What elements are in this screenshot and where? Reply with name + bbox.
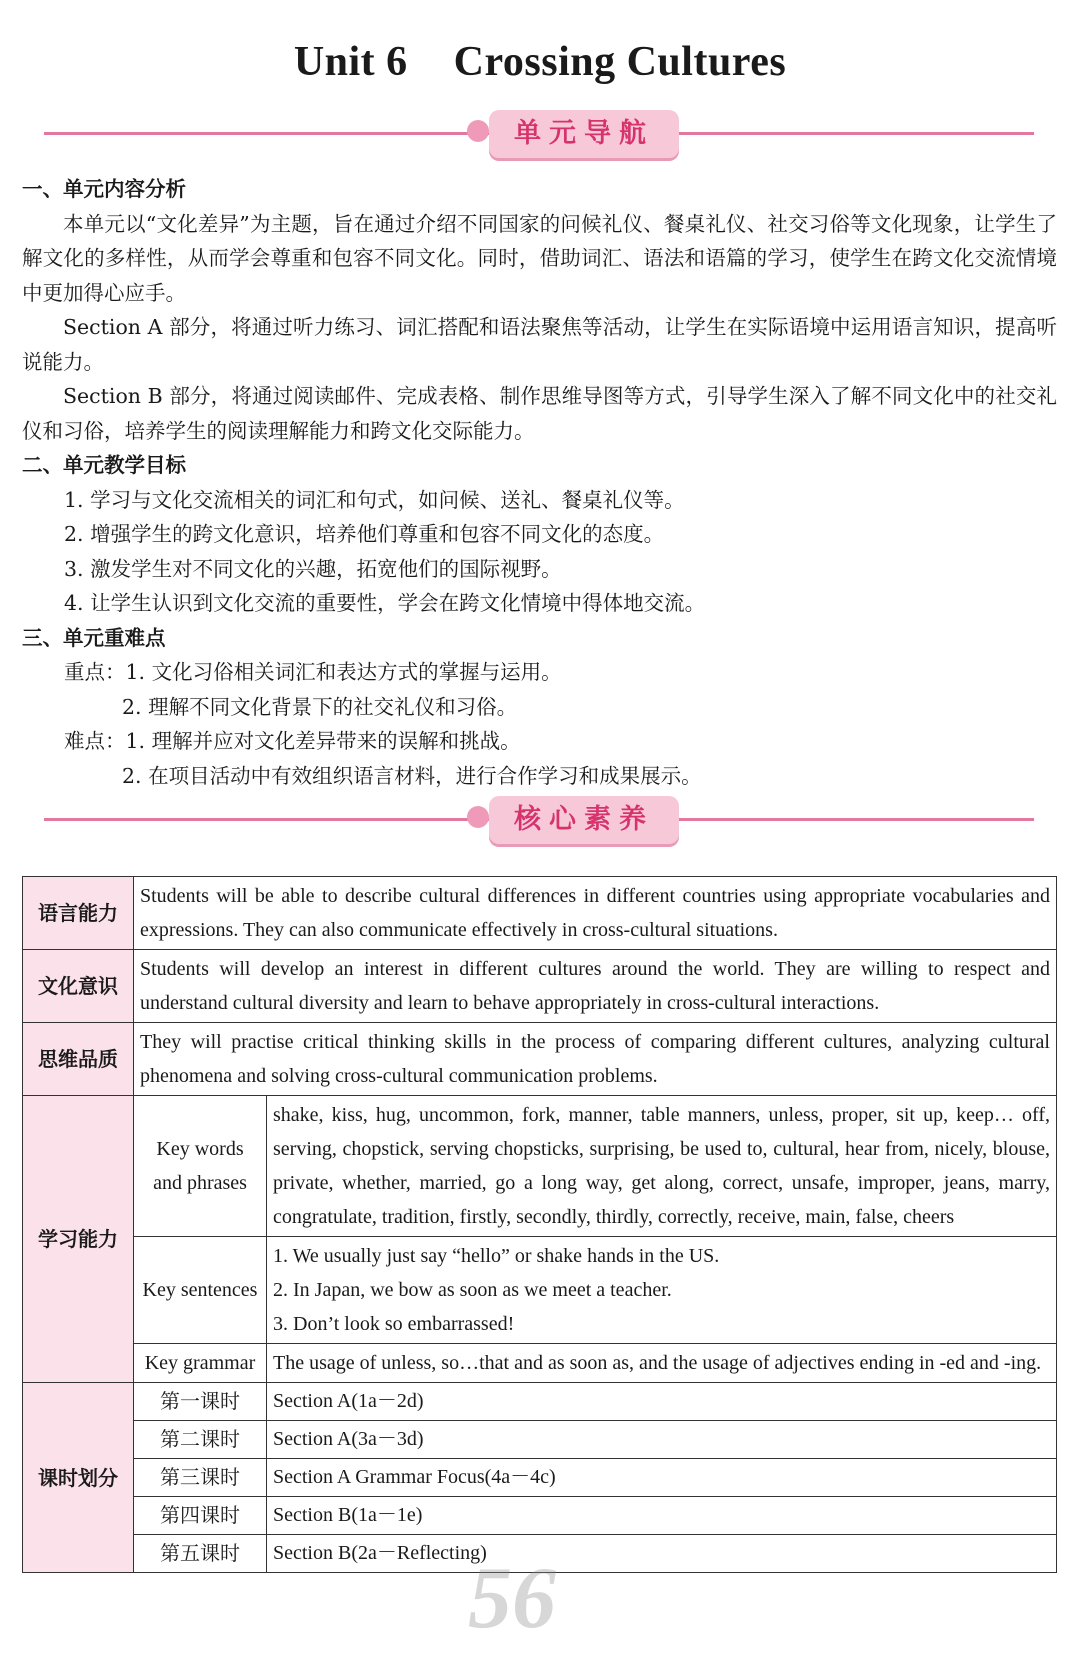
banner-core-literacy bbox=[44, 790, 1034, 850]
key-point: 重点：1. 文化习俗相关词汇和表达方式的掌握与运用。 bbox=[64, 660, 562, 684]
lesson-content: Section A(1a－2d) bbox=[267, 1383, 1057, 1421]
key-grammar: The usage of unless, so…that and as soon as, and the usage of adjectives ending in -ed and -ing. bbox=[267, 1344, 1057, 1383]
lesson-content: Section B(2a－Reflecting) bbox=[267, 1535, 1057, 1573]
table-row bbox=[23, 1497, 1057, 1535]
banner-bubble bbox=[467, 120, 489, 142]
lesson-period: 第三课时 bbox=[134, 1459, 267, 1497]
section-heading: 三、单元重难点 bbox=[22, 625, 166, 650]
row-text: Students will develop an interest in different cultures around the world. They are willing to respect and understand cultural diversity and learn to behave appropriately in cross-cultural interactions. bbox=[134, 950, 1057, 1023]
key-sentences bbox=[267, 1237, 1057, 1344]
key-words: shake, kiss, hug, uncommon, fork, manner, table manners, unless, proper, sit up, keep… off, serving, chopstick, serving chopsticks, surprising, be used to, cultural, hear from, nicely, blouse, private, whether, married, go a long way, get along, correct, unsafe, improper, jeans, marry, congratulate, tradition, firstly, secondly, thirdly, correctly, receive, main, false, cheers bbox=[267, 1096, 1057, 1237]
row-label: 思维品质 bbox=[23, 1023, 134, 1096]
goal-item: 3. 激发学生对不同文化的兴趣，拓宽他们的国际视野。 bbox=[64, 556, 562, 581]
lesson-period: 第一课时 bbox=[134, 1383, 267, 1421]
sentence: 3. Don’t look so embarrassed! bbox=[273, 1313, 515, 1335]
table-row bbox=[23, 1023, 1057, 1096]
core-literacy-table bbox=[22, 876, 1057, 1573]
section-heading: 二、单元教学目标 bbox=[22, 453, 186, 477]
sentence: 1. We usually just say “hello” or shake hands in the US. bbox=[273, 1245, 720, 1267]
table-row bbox=[23, 877, 1057, 950]
difficult-point: 难点：1. 理解并应对文化差异带来的误解和挑战。 bbox=[64, 729, 521, 753]
table-row bbox=[23, 1421, 1057, 1459]
lesson-content: Section A Grammar Focus(4a－4c) bbox=[267, 1459, 1057, 1497]
paragraph: Section A 部分，将通过听力练习、词汇搭配和语法聚焦等活动，让学生在实际语境中运用语言知识，提高听说能力。 bbox=[22, 315, 1057, 374]
lesson-period: 第二课时 bbox=[134, 1421, 267, 1459]
table-row bbox=[23, 1096, 1057, 1237]
row-text: They will practise critical thinking skills in the process of comparing different cultures, analyzing cultural phenomena and solving cross-cultural communication problems. bbox=[134, 1023, 1057, 1096]
unit-number: Unit 6 bbox=[293, 39, 408, 85]
paragraph: Section B 部分，将通过阅读邮件、完成表格、制作思维导图等方式，引导学生深入了解不同文化中的社交礼仪和习俗，培养学生的阅读理解能力和跨文化交际能力。 bbox=[22, 384, 1057, 443]
difficult-point: 2. 在项目活动中有效组织语言材料，进行合作学习和成果展示。 bbox=[122, 763, 702, 788]
goal-item: 1. 学习与文化交流相关的词汇和句式，如问候、送礼、餐桌礼仪等。 bbox=[64, 487, 685, 512]
table-row bbox=[23, 1344, 1057, 1383]
banner-bubble bbox=[467, 806, 489, 828]
row-text: Students will be able to describe cultural differences in different countries using appropriate vocabularies and expressions. They can also communicate effectively in cross-cultural situations. bbox=[134, 877, 1057, 950]
sentence: 2. In Japan, we bow as soon as we meet a teacher. bbox=[273, 1279, 672, 1301]
section-content-analysis bbox=[22, 172, 1057, 793]
table-row bbox=[23, 1383, 1057, 1421]
row-label: 学习能力 bbox=[23, 1096, 134, 1383]
lesson-content: Section B(1a－1e) bbox=[267, 1497, 1057, 1535]
banner-tab: 核心素养 bbox=[489, 796, 679, 844]
row-label: 文化意识 bbox=[23, 950, 134, 1023]
row-label: 语言能力 bbox=[23, 877, 134, 950]
unit-title bbox=[0, 38, 1080, 86]
goal-item: 4. 让学生认识到文化交流的重要性，学会在跨文化情境中得体地交流。 bbox=[64, 591, 706, 615]
section-heading: 一、单元内容分析 bbox=[22, 177, 186, 201]
banner-unit-navigation bbox=[44, 104, 1034, 164]
key-point: 2. 理解不同文化背景下的社交礼仪和习俗。 bbox=[122, 694, 518, 719]
page-number: 56 bbox=[468, 1550, 556, 1647]
unit-name: Crossing Cultures bbox=[453, 39, 787, 85]
lesson-period: 第四课时 bbox=[134, 1497, 267, 1535]
goal-item: 2. 增强学生的跨文化意识，培养他们尊重和包容不同文化的态度。 bbox=[64, 522, 665, 546]
table-row bbox=[23, 950, 1057, 1023]
lesson-period: 第五课时 bbox=[134, 1535, 267, 1573]
table-row bbox=[23, 1459, 1057, 1497]
sub-label: Key sentences bbox=[134, 1237, 267, 1344]
sub-label: Key words and phrases bbox=[134, 1096, 267, 1237]
paragraph: 本单元以“文化差异”为主题，旨在通过介绍不同国家的问候礼仪、餐桌礼仪、社交习俗等文化现象，让学生了解文化的多样性，从而学会尊重和包容不同文化。同时，借助词汇、语法和语篇的学习，使学生在跨文化交流情境中更加得心应手。 bbox=[22, 211, 1057, 305]
sub-label: Key grammar bbox=[134, 1344, 267, 1383]
banner-tab: 单元导航 bbox=[489, 110, 679, 158]
row-label: 课时划分 bbox=[23, 1383, 134, 1573]
table-row bbox=[23, 1237, 1057, 1344]
lesson-content: Section A(3a－3d) bbox=[267, 1421, 1057, 1459]
